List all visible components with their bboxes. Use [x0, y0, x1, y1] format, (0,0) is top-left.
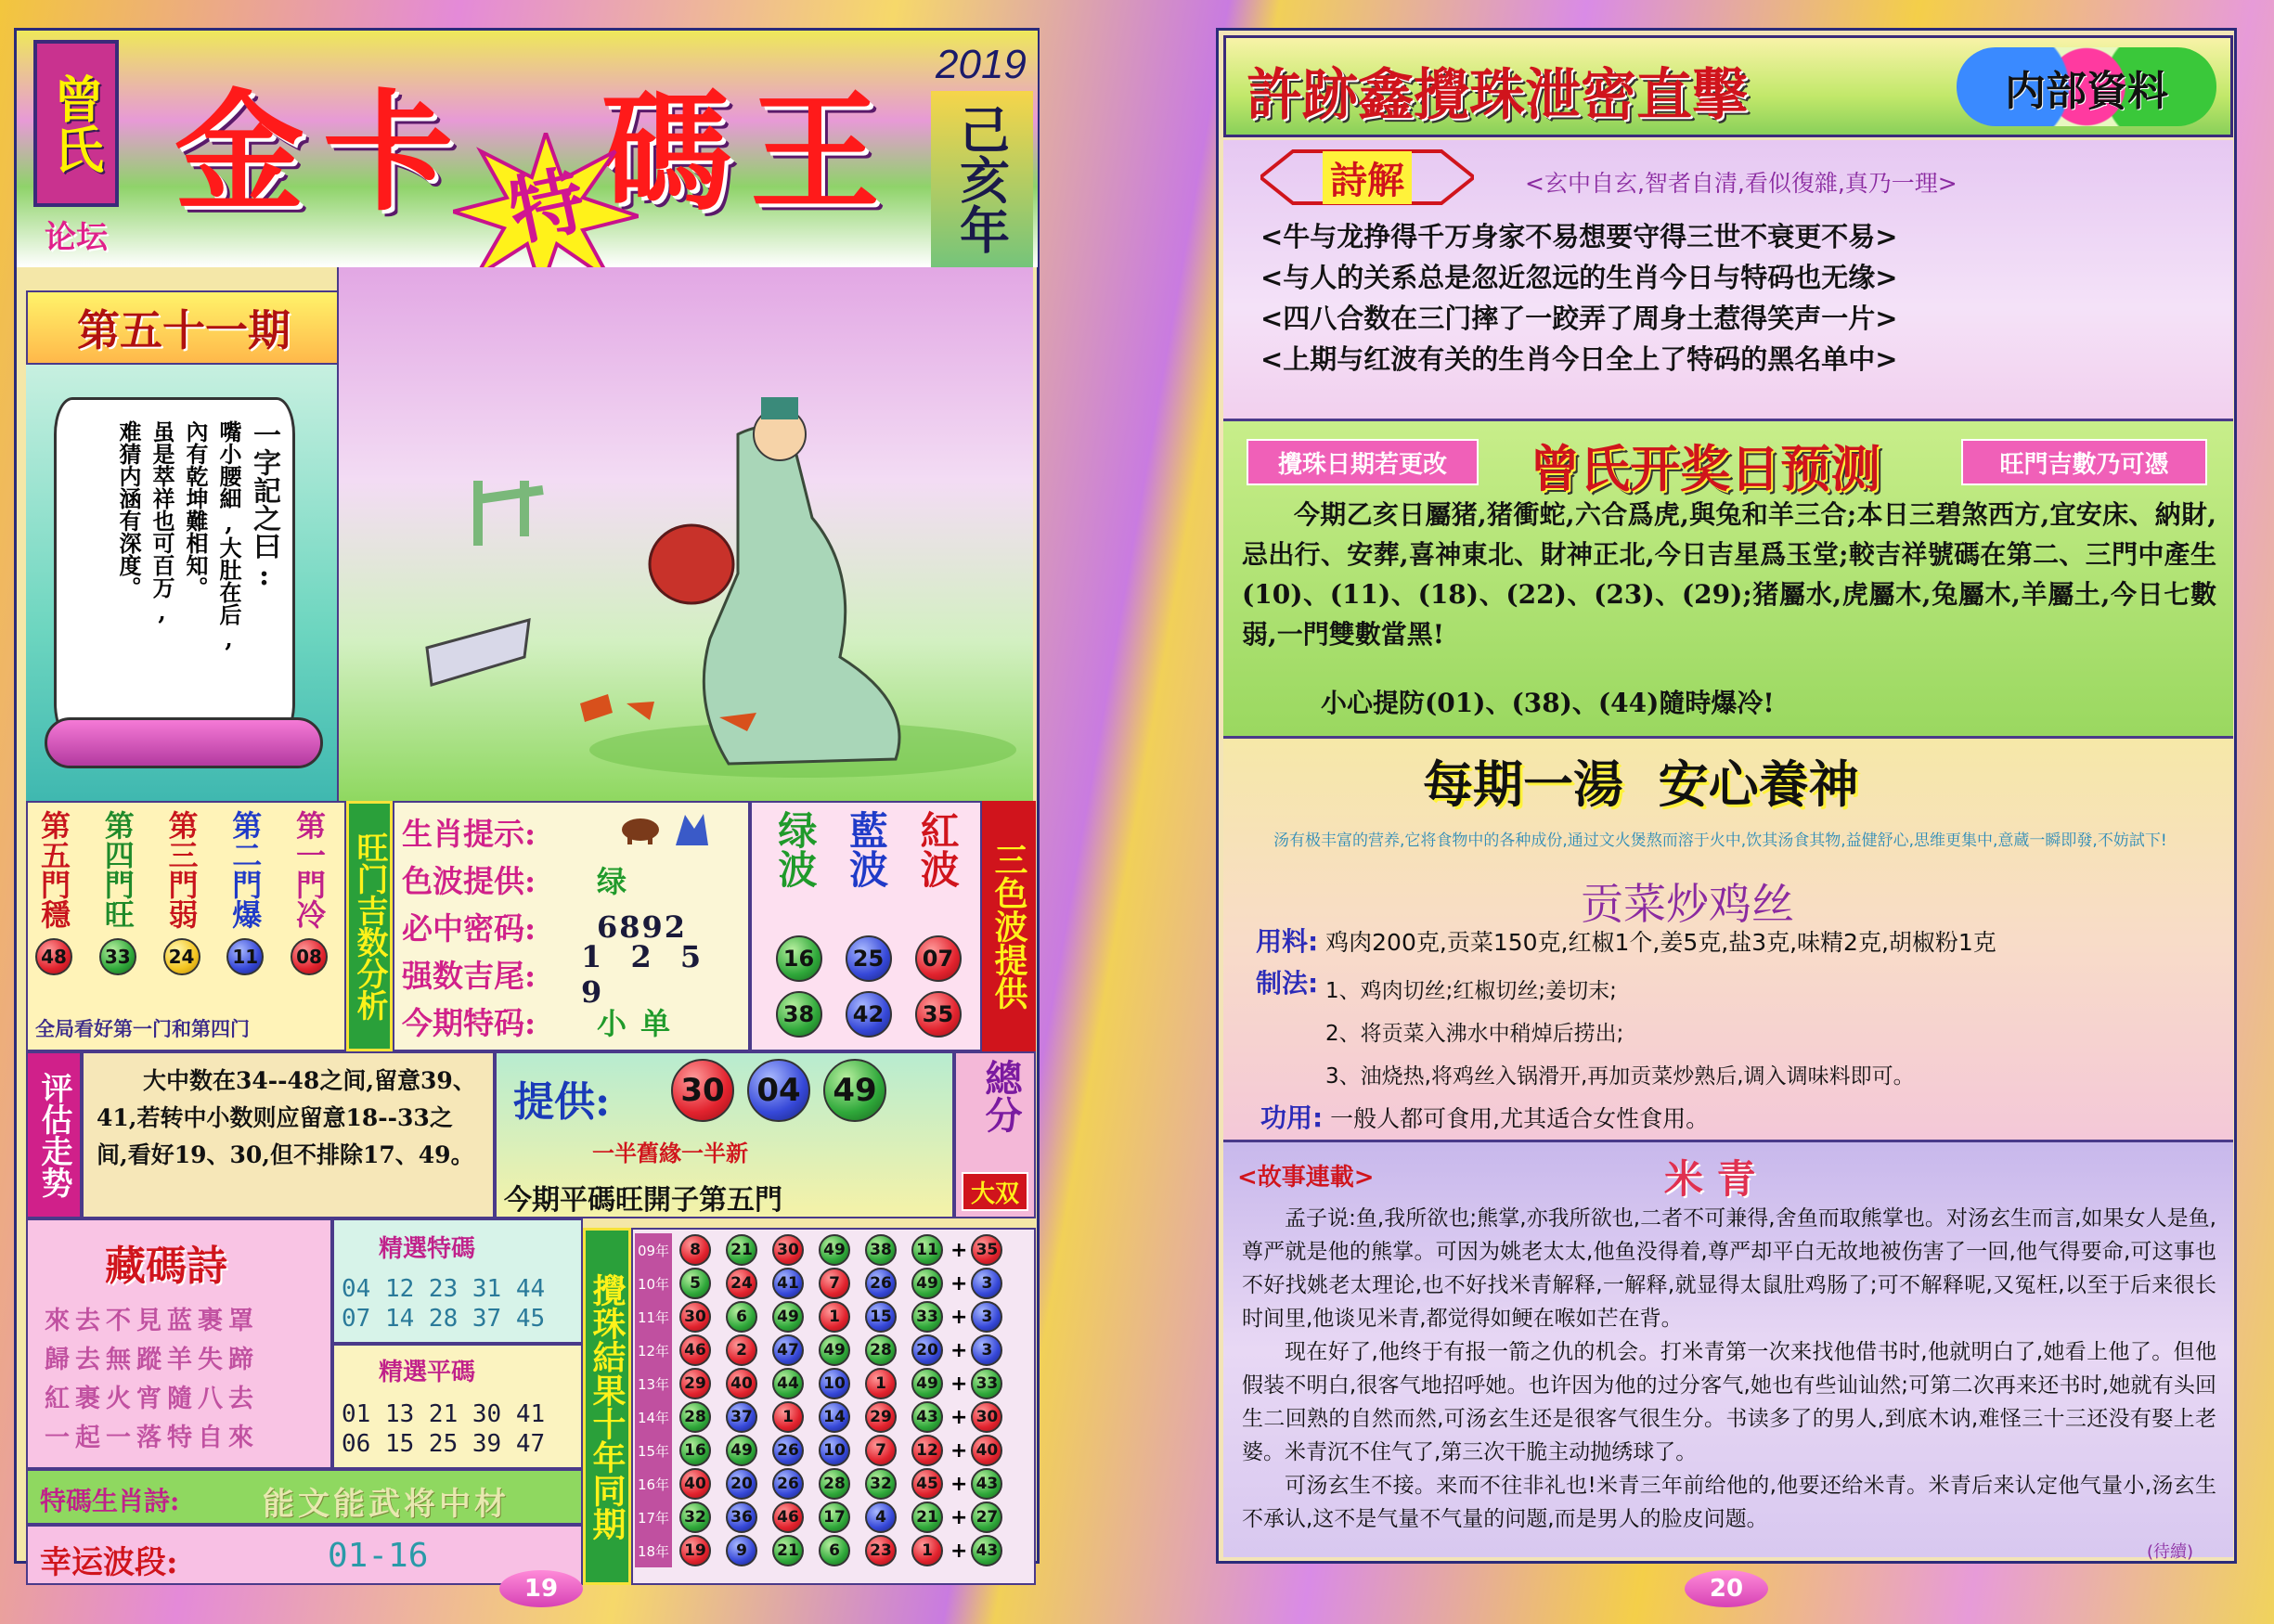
lucky-label: 幸运波段:	[40, 1544, 178, 1581]
hint-row	[402, 856, 745, 903]
number-ball: 37	[726, 1401, 757, 1433]
poem-line: 一起一落特自來	[45, 1424, 259, 1452]
result-period: 11年	[635, 1300, 672, 1334]
result-period: 15年	[635, 1434, 672, 1467]
number-ball: 47	[772, 1334, 804, 1366]
number-ball: 21	[726, 1234, 757, 1266]
scroll-heading: 一字記之曰:	[248, 420, 280, 592]
pick-special-nums	[342, 1274, 545, 1334]
result-period: 12年	[635, 1334, 672, 1367]
number-ball: 45	[911, 1468, 943, 1500]
story-continued: (待續)	[2147, 1542, 2194, 1562]
number-ball: 33	[911, 1301, 943, 1333]
number-ball: 32	[679, 1502, 711, 1533]
poem-line: <与人的关系总是忽近忽远的生肖今日与特码也无缘>	[1260, 262, 1898, 293]
tag-left: 攪珠日期若更改	[1247, 439, 1479, 485]
number-ball: 30	[671, 1059, 734, 1122]
method-step: 3、油烧热,将鸡丝入锅滑开,再加贡菜炒熟后,调入调味料即可。	[1325, 1064, 1915, 1089]
result-plus: +	[950, 1405, 968, 1429]
poem-line: 歸去無蹤羊失蹄	[45, 1346, 259, 1374]
left-page	[14, 28, 1040, 1581]
wave-head-blue: 藍波	[843, 810, 889, 888]
doors-note: 全局看好第一门和第四门	[35, 1017, 250, 1040]
results-label-box	[583, 1228, 631, 1585]
result-plus: +	[950, 1505, 968, 1529]
number-ball: 40	[971, 1435, 1002, 1466]
number-ball: 04	[747, 1059, 810, 1122]
result-row	[635, 1300, 1006, 1334]
burst-text: 特	[501, 155, 593, 257]
result-row	[635, 1501, 1006, 1534]
effect-label: 功用:	[1260, 1102, 1324, 1133]
issue-number: 第五十一期	[77, 305, 291, 355]
number-ball: 44	[772, 1368, 804, 1399]
number-ball: 49	[911, 1368, 943, 1399]
ingredients-label: 用料:	[1256, 926, 1319, 957]
poem-tag-text: 詩解	[1323, 151, 1412, 204]
number-ball: 17	[819, 1502, 850, 1533]
number-ball: 1	[865, 1368, 897, 1399]
poem-lines-right	[1260, 216, 1898, 380]
right-page-number: 20	[1685, 1570, 1768, 1607]
scroll-line: 虽是萃祥也可百万,	[149, 420, 175, 625]
forum-label: 论坛	[45, 219, 108, 256]
door-column	[99, 810, 136, 975]
wave-row	[764, 935, 973, 982]
number-ball: 38	[776, 991, 822, 1038]
number-ball: 3	[971, 1268, 1002, 1299]
number-ball: 23	[865, 1535, 897, 1566]
result-period: 16年	[635, 1467, 672, 1501]
results-table	[635, 1233, 1006, 1567]
number-ball: 10	[819, 1368, 850, 1399]
waves-label-box	[982, 801, 1036, 1051]
number-ball: 49	[726, 1435, 757, 1466]
story-tag: <故事連載>	[1237, 1164, 1375, 1192]
hint-key: 今期特码:	[402, 1005, 536, 1041]
year-text: 己亥年	[951, 104, 1012, 254]
number-ball: 40	[726, 1368, 757, 1399]
poem-lines	[45, 1302, 259, 1458]
number-ball: 14	[819, 1401, 850, 1433]
number-ball: 33	[971, 1368, 1002, 1399]
number-ball: 43	[971, 1468, 1002, 1500]
pick-special-row: 07 14 28 37 45	[342, 1305, 546, 1333]
number-ball: 6	[819, 1535, 850, 1566]
story-body	[1242, 1202, 2216, 1536]
predict-title: 曾氏开奖日预测	[1530, 439, 1880, 498]
brand-vertical: 曾氏	[45, 73, 106, 174]
eval-label: 评估走势	[35, 1072, 72, 1198]
analysis-box	[346, 801, 393, 1051]
wave-row	[764, 991, 973, 1038]
effect-text: 一般人都可食用,尤其适合女性食用。	[1330, 1105, 1710, 1132]
poem-title: 藏碼詩	[105, 1243, 227, 1290]
lucky-value: 01-16	[328, 1537, 429, 1575]
hint-key: 生肖提示:	[402, 816, 536, 852]
number-ball: 1	[772, 1401, 804, 1433]
result-plus: +	[950, 1438, 968, 1463]
story-paragraph: 现在好了,他终于有报一箭之仇的机会。打米青第一次来找他借书时,他就明白了,她看上他了。但他假装不明白,很客气地招呼她。也许因为他的过分客气,她也有些讪讪然;可第二次再来还书时,她就有头回生二回熟的自然而然,可汤玄生还是很客气很生分。书读多了的男人,到底木讷,难怪三十三还没有娶上老婆。米青沉不住气了,第三次干脆主动抛绣球了。	[1242, 1340, 2216, 1464]
waves-balls	[764, 935, 973, 1047]
door-label: 第五門穩	[36, 810, 71, 929]
year-number: 2019	[936, 42, 1027, 87]
poem-tag	[1260, 149, 1474, 205]
wave-head-green: 绿波	[772, 810, 819, 888]
number-ball: 29	[865, 1401, 897, 1433]
issue-box	[26, 290, 342, 365]
number-ball: 26	[772, 1468, 804, 1500]
scroll-line: 內有乾坤難相知。	[182, 420, 209, 599]
door-column	[226, 810, 264, 975]
result-plus: +	[950, 1472, 968, 1496]
result-period: 13年	[635, 1367, 672, 1400]
provide-flat: 今期平碼旺開子第五門	[504, 1184, 782, 1217]
method-step: 1、鸡肉切丝;红椒切丝;姜切末;	[1325, 979, 1617, 1003]
number-ball: 29	[679, 1368, 711, 1399]
pick-flat-title: 精選平碼	[379, 1359, 476, 1386]
result-plus: +	[950, 1305, 968, 1329]
hint-value: 6892	[597, 909, 688, 945]
total-label: 總分	[979, 1059, 1023, 1133]
results-label: 攪珠結果十年同期	[588, 1272, 627, 1540]
number-ball: 3	[971, 1301, 1002, 1333]
number-ball: 49	[823, 1059, 886, 1122]
number-ball: 16	[776, 935, 822, 982]
effect	[1260, 1098, 1709, 1135]
result-row	[635, 1233, 1006, 1267]
hint-key: 必中密码:	[402, 910, 536, 947]
wave-head-red: 紅波	[914, 810, 961, 888]
right-page	[1216, 28, 2237, 1564]
tag-right: 旺門吉數乃可憑	[1961, 439, 2207, 485]
number-ball: 33	[99, 938, 136, 975]
number-ball: 20	[911, 1334, 943, 1366]
predict-text: 今期乙亥日屬猪,猪衝蛇,六合爲虎,與兔和羊三合;本日三碧煞西方,宜安床、納財,忌出行、安葬,喜神東北、財神正北,今日吉星爲玉堂;較吉祥號碼在第二、三門中產生(10)、(11)、(18)、(22)、(23)、(29);猪屬水,虎屬木,兔屬木,羊屬土,今日七數弱,一門雙數當黑!	[1242, 499, 2216, 650]
year-box	[931, 91, 1033, 267]
scroll-line: 难猜内涵有深度。	[115, 420, 142, 599]
method-step: 2、将贡菜入沸水中稍焯后捞出;	[1325, 1022, 1624, 1046]
pig-icon	[618, 813, 665, 844]
hint-value: 1 2 5 9	[581, 938, 711, 1010]
number-ball: 7	[819, 1268, 850, 1299]
result-period: 10年	[635, 1267, 672, 1300]
number-ball: 49	[819, 1334, 850, 1366]
result-period: 09年	[635, 1233, 672, 1267]
eval-panel	[82, 1051, 495, 1218]
door-label: 第三門弱	[163, 810, 200, 929]
door-label: 第二門爆	[227, 810, 264, 929]
number-ball: 35	[971, 1234, 1002, 1266]
number-ball: 4	[865, 1502, 897, 1533]
analysis-label: 旺门吉数分析	[351, 831, 388, 1021]
soup-intro: 汤有极丰富的营养,它将食物中的各种成份,通过文火煲熬而溶于火中,饮其汤食其物,益健舒心,思维更集中,意蔵一瞬即發,不妨試下!	[1273, 831, 2167, 850]
result-row	[635, 1400, 1006, 1434]
number-ball: 28	[865, 1334, 897, 1366]
zodiac-poem-label: 特碼生肖詩:	[40, 1486, 180, 1516]
hint-key: 色波提供:	[402, 863, 536, 899]
story-paragraph: 孟子说:鱼,我所欲也;熊掌,亦我所欲也,二者不可兼得,舍鱼而取熊掌也。对汤玄生而言,如果女人是鱼,尊严就是他的熊掌。可因为姚老太太,他鱼没得着,尊严却平白无故地被伤害了一回,他气得要命,可这事也不好找姚老太理论,也不好找米青解释,一解释,就显得太鼠肚鸡肠了;可不解释呢,又冤枉,以至于后来很长时间里,他谈见米青,都觉得如鲠在喉如芒在背。	[1242, 1206, 2216, 1331]
hint-key: 强数吉尾:	[402, 958, 536, 994]
zodiac-poem: 能文能武将中材	[263, 1486, 510, 1523]
eval-text: 大中数在34--48之间,留意39、41,若转中小数则应留意18--33之间,看好19、30,但不排除17、49。	[97, 1067, 476, 1168]
number-ball: 46	[772, 1502, 804, 1533]
number-ball: 21	[911, 1502, 943, 1533]
pick-special-row: 04 12 23 31 44	[342, 1275, 546, 1303]
number-ball: 46	[679, 1334, 711, 1366]
waves-label: 三色波提供	[989, 843, 1028, 1010]
result-row	[635, 1434, 1006, 1467]
left-page-number: 19	[499, 1570, 583, 1607]
ingredients-text: 鸡肉200克,贡菜150克,红椒1个,姜5克,盐3克,味精2克,胡椒粉1克	[1325, 929, 1996, 956]
number-ball: 48	[35, 938, 72, 975]
poem-line: 紅裹火宵隨八去	[45, 1385, 259, 1413]
number-ball: 07	[915, 935, 962, 982]
poem-line: <牛与龙挣得千万身家不易想要守得三世不衰更不易>	[1260, 221, 1898, 252]
number-ball: 7	[865, 1435, 897, 1466]
poem-line: 來去不見蓝裹罩	[45, 1307, 259, 1335]
number-ball: 11	[226, 938, 264, 975]
number-ball: 20	[726, 1468, 757, 1500]
provide-sub: 一半舊緣一半新	[592, 1140, 748, 1166]
pick-flat-nums	[342, 1399, 545, 1459]
door-label: 第一門冷	[291, 810, 327, 929]
hint-value: 小 单	[597, 1005, 673, 1041]
hint-row	[402, 938, 745, 1010]
ingredients	[1256, 922, 1996, 959]
door-column	[163, 810, 200, 975]
internal-badge	[1957, 47, 2216, 126]
number-ball: 26	[865, 1268, 897, 1299]
number-ball: 27	[971, 1502, 1002, 1533]
number-ball: 43	[911, 1401, 943, 1433]
door-label: 第四門旺	[99, 810, 136, 929]
poem-line: <上期与红波有关的生肖今日全上了特码的黑名单中>	[1260, 343, 1898, 375]
number-ball: 6	[726, 1301, 757, 1333]
result-plus: +	[950, 1338, 968, 1362]
title-left: 金卡	[174, 77, 472, 229]
number-ball: 25	[846, 935, 892, 982]
right-title: 許跡鑫攪珠泄密直擊	[1247, 63, 1748, 128]
number-ball: 21	[772, 1535, 804, 1566]
story-paragraph: 可汤玄生不接。来而不往非礼也!米青三年前给他的,他要还给米青。米青后来认定他气量小,汤玄生不承认,这不是气量不气量的问题,而是男人的脸皮问题。	[1242, 1474, 2216, 1531]
result-row	[635, 1334, 1006, 1367]
result-period: 18年	[635, 1534, 672, 1567]
result-period: 17年	[635, 1501, 672, 1534]
number-ball: 41	[772, 1268, 804, 1299]
result-plus: +	[950, 1539, 968, 1563]
number-ball: 49	[819, 1234, 850, 1266]
result-plus: +	[950, 1271, 968, 1295]
number-ball: 9	[726, 1535, 757, 1566]
number-ball: 30	[971, 1401, 1002, 1433]
number-ball: 40	[679, 1468, 711, 1500]
pick-flat-row: 06 15 25 39 47	[342, 1430, 546, 1458]
number-ball: 24	[163, 938, 200, 975]
number-ball: 10	[819, 1435, 850, 1466]
dish-name: 贡菜炒鸡丝	[1581, 879, 1794, 929]
hint-value: 绿	[597, 863, 629, 899]
number-ball: 36	[726, 1502, 757, 1533]
number-ball: 19	[679, 1535, 711, 1566]
provide-label: 提供:	[513, 1078, 611, 1126]
number-ball: 30	[679, 1301, 711, 1333]
pick-special-title: 精選特碼	[379, 1235, 476, 1263]
number-ball: 26	[772, 1435, 804, 1466]
results-panel	[631, 1228, 1036, 1585]
total-badge: 大双	[962, 1172, 1028, 1211]
scroll-text	[114, 420, 242, 699]
number-ball: 5	[679, 1268, 711, 1299]
result-row	[635, 1467, 1006, 1501]
predict-warn: 小心提防(01)、(38)、(44)隨時爆冷!	[1321, 688, 1775, 718]
number-ball: 15	[865, 1301, 897, 1333]
number-ball: 8	[679, 1234, 711, 1266]
number-ball: 42	[846, 991, 892, 1038]
door-column	[291, 810, 328, 975]
number-ball: 1	[819, 1301, 850, 1333]
result-row	[635, 1367, 1006, 1400]
number-ball: 30	[772, 1234, 804, 1266]
soup-title: 每期一湯 安心養神	[1423, 754, 1859, 814]
number-ball: 38	[865, 1234, 897, 1266]
number-ball: 1	[911, 1535, 943, 1566]
scroll-roll	[45, 717, 323, 768]
number-ball: 35	[915, 991, 962, 1038]
result-period: 14年	[635, 1400, 672, 1434]
method-label: 制法:	[1256, 968, 1319, 999]
number-ball: 49	[772, 1301, 804, 1333]
number-ball: 2	[726, 1334, 757, 1366]
illustration	[337, 267, 1033, 801]
result-plus: +	[950, 1372, 968, 1396]
number-ball: 11	[911, 1234, 943, 1266]
sage-figure-drawing	[339, 267, 1035, 801]
number-ball: 28	[819, 1468, 850, 1500]
number-ball: 16	[679, 1435, 711, 1466]
internal-badge-text: 内部資料	[2005, 67, 2168, 115]
number-ball: 24	[726, 1268, 757, 1299]
scroll-line: 嘴小腰細,大肚在后,	[215, 420, 242, 652]
pick-flat-row: 01 13 21 30 41	[342, 1400, 546, 1428]
number-ball: 49	[911, 1268, 943, 1299]
number-ball: 12	[911, 1435, 943, 1466]
story-title: 米 青	[1664, 1156, 1756, 1202]
number-ball: 43	[971, 1535, 1002, 1566]
provide-balls	[671, 1059, 886, 1122]
result-row	[635, 1267, 1006, 1300]
result-row	[635, 1534, 1006, 1567]
title-right: 碼王	[601, 77, 899, 229]
waves-heads	[759, 810, 973, 888]
number-ball: 08	[291, 938, 328, 975]
poem-line: <四八合数在三门摔了一跤弄了周身土惹得笑声一片>	[1260, 303, 1898, 334]
number-ball: 3	[971, 1334, 1002, 1366]
brand-box	[33, 40, 119, 207]
poem-intro: <玄中自玄,智者自清,看似復雜,真乃一理>	[1525, 170, 1957, 197]
result-plus: +	[950, 1238, 968, 1262]
door-column	[35, 810, 72, 975]
number-ball: 32	[865, 1468, 897, 1500]
dragon-icon	[671, 810, 713, 847]
method-steps	[1325, 970, 1915, 1098]
doors-list	[35, 810, 328, 975]
eval-label-box	[26, 1051, 82, 1218]
number-ball: 28	[679, 1401, 711, 1433]
